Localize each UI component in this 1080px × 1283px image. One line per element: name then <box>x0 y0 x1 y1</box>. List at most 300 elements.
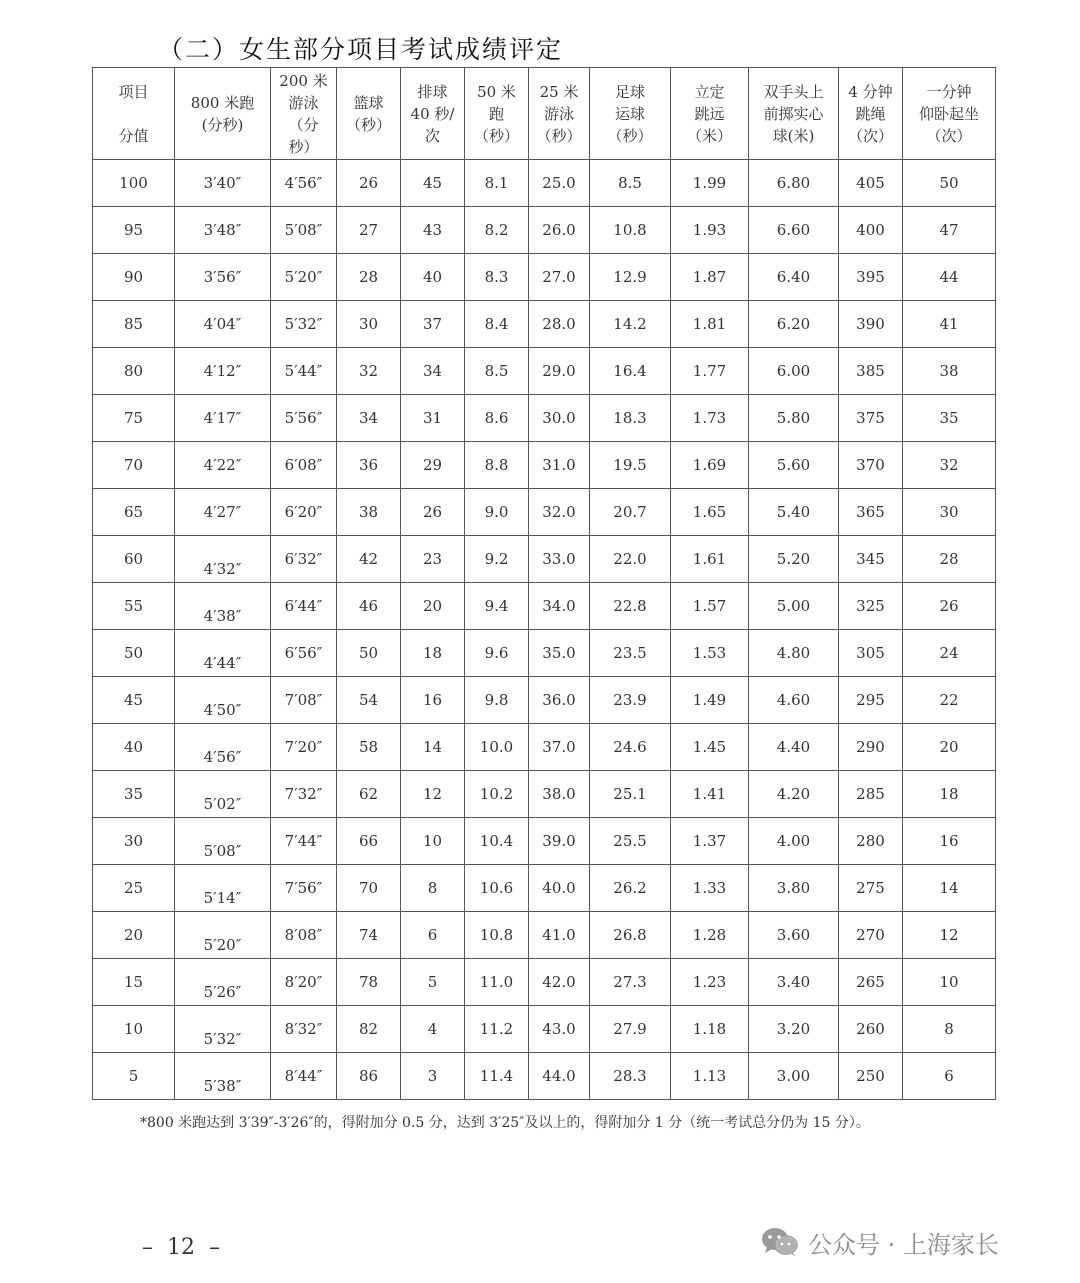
cell-value: 290 <box>856 738 885 756</box>
header-cell <box>93 68 175 160</box>
header-label: 足球 运球 （秒） <box>607 82 653 145</box>
table-cell <box>175 348 271 395</box>
table-cell <box>839 348 903 395</box>
score-table <box>92 67 996 1100</box>
cell-value: 26.0 <box>542 221 576 239</box>
table-cell <box>401 959 465 1006</box>
cell-value: 28.0 <box>542 315 576 333</box>
table-cell <box>465 583 529 630</box>
table-cell <box>465 1053 529 1100</box>
cell-value: 22.8 <box>613 597 647 615</box>
watermark-text: 公众号 · 上海家长 <box>808 1230 999 1259</box>
table-cell <box>337 254 401 301</box>
table-cell <box>271 160 337 207</box>
cell-value: 5.00 <box>776 597 811 615</box>
cell-value: 5′44″ <box>284 362 323 380</box>
cell-value: 8′32″ <box>284 1020 323 1038</box>
cell-value: 3′56″ <box>203 268 242 286</box>
table-cell <box>401 489 465 536</box>
cell-value: 4′12″ <box>203 362 242 380</box>
table-cell <box>590 771 671 818</box>
table-cell <box>401 630 465 677</box>
table-cell <box>903 160 996 207</box>
cell-value: 10 <box>123 1020 144 1038</box>
table-cell <box>465 348 529 395</box>
cell-value: 1.65 <box>692 503 727 521</box>
cell-value: 45 <box>422 174 443 192</box>
cell-value: 3.20 <box>776 1020 811 1038</box>
table-cell <box>271 536 337 583</box>
header-cell <box>839 68 903 160</box>
table-row <box>93 536 996 583</box>
cell-value: 43.0 <box>542 1020 576 1038</box>
cell-value: 10.2 <box>479 785 514 803</box>
cell-value: 18 <box>939 785 959 803</box>
table-cell <box>590 630 671 677</box>
cell-value: 27.0 <box>542 268 576 286</box>
cell-value: 1.41 <box>692 785 727 803</box>
table-cell <box>671 536 749 583</box>
cell-value: 20.7 <box>613 503 647 521</box>
table-cell <box>93 630 175 677</box>
table-cell <box>465 959 529 1006</box>
cell-value: 1.37 <box>692 832 727 850</box>
table-cell <box>401 583 465 630</box>
table-cell <box>271 724 337 771</box>
table-cell <box>839 818 903 865</box>
table-cell <box>529 583 590 630</box>
table-cell <box>175 301 271 348</box>
table-cell <box>903 583 996 630</box>
table-cell <box>93 160 175 207</box>
header-cell <box>903 68 996 160</box>
header-cell <box>749 68 839 160</box>
cell-value: 50 <box>358 644 379 662</box>
header-cell <box>529 68 590 160</box>
table-row <box>93 489 996 536</box>
cell-value: 5′20″ <box>284 268 323 286</box>
cell-value: 37.0 <box>542 738 576 756</box>
cell-value: 9.8 <box>484 691 509 709</box>
table-cell <box>749 1053 839 1100</box>
cell-value: 8.8 <box>484 456 509 474</box>
cell-value: 8 <box>427 879 438 897</box>
cell-value: 285 <box>856 785 885 803</box>
cell-value: 8.5 <box>484 362 509 380</box>
cell-value: 7′56″ <box>284 879 323 897</box>
cell-value: 26 <box>422 503 443 521</box>
cell-value: 24.6 <box>613 738 647 756</box>
table-row <box>93 771 996 818</box>
table-row <box>93 865 996 912</box>
cell-value: 16 <box>422 691 443 709</box>
cell-value: 6 <box>427 926 438 944</box>
table-cell <box>175 865 271 912</box>
cell-value: 27 <box>358 221 379 239</box>
table-cell <box>529 959 590 1006</box>
table-cell <box>337 348 401 395</box>
table-cell <box>590 395 671 442</box>
cell-value: 10 <box>422 832 443 850</box>
cell-value: 4 <box>427 1020 438 1038</box>
table-cell <box>839 160 903 207</box>
table-cell <box>465 818 529 865</box>
table-row <box>93 160 996 207</box>
table-cell <box>903 1053 996 1100</box>
cell-value: 8 <box>944 1020 954 1038</box>
table-row <box>93 818 996 865</box>
table-cell <box>465 442 529 489</box>
table-cell <box>93 254 175 301</box>
table-cell <box>175 254 271 301</box>
table-cell <box>529 1006 590 1053</box>
table-cell <box>271 301 337 348</box>
cell-value: 35.0 <box>542 644 576 662</box>
table-cell <box>590 865 671 912</box>
cell-value: 23 <box>422 550 443 568</box>
cell-value: 3.00 <box>776 1067 811 1085</box>
cell-value: 36.0 <box>542 691 576 709</box>
table-cell <box>839 395 903 442</box>
cell-value: 365 <box>856 503 885 521</box>
cell-value: 1.77 <box>692 362 727 380</box>
cell-value: 38 <box>358 503 379 521</box>
table-cell <box>401 207 465 254</box>
table-cell <box>839 254 903 301</box>
table-cell <box>749 677 839 724</box>
table-cell <box>903 207 996 254</box>
cell-value: 5.80 <box>776 409 811 427</box>
cell-value: 295 <box>856 691 885 709</box>
cell-value: 46 <box>358 597 379 615</box>
table-cell <box>903 395 996 442</box>
table-cell <box>175 677 271 724</box>
cell-value: 6.00 <box>776 362 811 380</box>
cell-value: 345 <box>856 550 885 568</box>
table-row <box>93 395 996 442</box>
cell-value: 8.3 <box>484 268 509 286</box>
cell-value: 26 <box>358 174 379 192</box>
table-cell <box>465 1006 529 1053</box>
table-cell <box>590 254 671 301</box>
cell-value: 34 <box>358 409 379 427</box>
cell-value: 44.0 <box>542 1067 576 1085</box>
cell-value: 250 <box>856 1067 885 1085</box>
cell-value: 54 <box>358 691 379 709</box>
table-cell <box>590 301 671 348</box>
cell-value: 20 <box>123 926 144 944</box>
cell-value: 14 <box>422 738 443 756</box>
cell-value: 5′20″ <box>203 936 242 954</box>
cell-value: 15 <box>123 973 144 991</box>
cell-value: 5.20 <box>776 550 811 568</box>
table-cell <box>903 677 996 724</box>
cell-value: 8.5 <box>618 174 642 192</box>
header-row <box>93 68 996 160</box>
table-cell <box>401 1006 465 1053</box>
table-cell <box>590 1053 671 1100</box>
cell-value: 28 <box>939 550 959 568</box>
cell-value: 8.6 <box>484 409 509 427</box>
cell-value: 80 <box>123 362 144 380</box>
table-cell <box>175 1053 271 1100</box>
cell-value: 12 <box>422 785 443 803</box>
cell-value: 78 <box>358 973 379 991</box>
cell-value: 7′44″ <box>284 832 323 850</box>
cell-value: 22.0 <box>613 550 647 568</box>
table-cell <box>175 395 271 442</box>
table-cell <box>749 254 839 301</box>
table-cell <box>465 489 529 536</box>
table-cell <box>93 1006 175 1053</box>
table-cell <box>839 536 903 583</box>
cell-value: 6.60 <box>776 221 811 239</box>
wechat-icon <box>760 1225 800 1259</box>
table-cell <box>93 536 175 583</box>
table-cell <box>529 207 590 254</box>
table-cell <box>337 583 401 630</box>
table-cell <box>271 677 337 724</box>
cell-value: 325 <box>856 597 885 615</box>
table-cell <box>271 348 337 395</box>
cell-value: 270 <box>856 926 885 944</box>
cell-value: 5′32″ <box>284 315 323 333</box>
cell-value: 14.2 <box>613 315 647 333</box>
cell-value: 66 <box>358 832 379 850</box>
table-cell <box>175 1006 271 1053</box>
table-cell <box>903 724 996 771</box>
cell-value: 8.4 <box>484 315 509 333</box>
cell-value: 16.4 <box>613 362 647 380</box>
header-cell <box>271 68 337 160</box>
cell-value: 6.40 <box>776 268 811 286</box>
cell-value: 5.40 <box>776 503 811 521</box>
cell-value: 7′20″ <box>284 738 323 756</box>
page-number: – 12 – <box>142 1235 220 1260</box>
cell-value: 18 <box>422 644 443 662</box>
table-cell <box>590 959 671 1006</box>
table-cell <box>903 912 996 959</box>
cell-value: 28 <box>358 268 379 286</box>
table-cell <box>529 677 590 724</box>
header-label: 25 米 游泳 （秒） <box>536 82 582 145</box>
table-cell <box>337 677 401 724</box>
table-cell <box>93 959 175 1006</box>
cell-value: 85 <box>123 315 144 333</box>
cell-value: 6.20 <box>776 315 811 333</box>
table-cell <box>671 489 749 536</box>
table-cell <box>903 630 996 677</box>
header-label: 篮球 （秒） <box>345 93 391 134</box>
cell-value: 8.1 <box>484 174 509 192</box>
table-cell <box>529 301 590 348</box>
table-cell <box>401 912 465 959</box>
table-cell <box>337 489 401 536</box>
cell-value: 12.9 <box>613 268 647 286</box>
table-cell <box>590 160 671 207</box>
table-cell <box>671 677 749 724</box>
header-label: 50 米 跑 （秒） <box>473 82 519 145</box>
cell-value: 32 <box>939 456 959 474</box>
table-cell <box>337 536 401 583</box>
cell-value: 20 <box>422 597 443 615</box>
table-cell <box>175 536 271 583</box>
cell-value: 4′56″ <box>284 174 323 192</box>
cell-value: 35 <box>123 785 144 803</box>
cell-value: 5 <box>128 1067 139 1085</box>
cell-value: 26.8 <box>613 926 647 944</box>
table-cell <box>529 348 590 395</box>
header-label: 200 米 游泳 （分 秒） <box>279 71 328 156</box>
cell-value: 395 <box>856 268 885 286</box>
table-cell <box>590 489 671 536</box>
cell-value: 70 <box>358 879 379 897</box>
table-cell <box>93 677 175 724</box>
table-cell <box>529 160 590 207</box>
cell-value: 10.8 <box>613 221 647 239</box>
table-cell <box>903 348 996 395</box>
cell-value: 385 <box>856 362 885 380</box>
table-cell <box>175 912 271 959</box>
table-cell <box>401 724 465 771</box>
cell-value: 4.00 <box>776 832 811 850</box>
cell-value: 5′08″ <box>284 221 323 239</box>
table-cell <box>529 724 590 771</box>
table-cell <box>590 724 671 771</box>
header-label: 排球 40 秒/ 次 <box>410 82 455 145</box>
cell-value: 29 <box>422 456 443 474</box>
table-body <box>93 160 996 1100</box>
table-cell <box>401 442 465 489</box>
table-cell <box>749 536 839 583</box>
cell-value: 18.3 <box>613 409 647 427</box>
table-cell <box>465 771 529 818</box>
table-cell <box>749 724 839 771</box>
cell-value: 11.2 <box>479 1020 514 1038</box>
cell-value: 10.4 <box>479 832 514 850</box>
cell-value: 3′40″ <box>203 174 242 192</box>
table-cell <box>839 442 903 489</box>
table-cell <box>903 818 996 865</box>
cell-value: 5′26″ <box>203 983 242 1001</box>
table-cell <box>529 254 590 301</box>
table-cell <box>529 442 590 489</box>
cell-value: 6′32″ <box>284 550 323 568</box>
table-cell <box>671 442 749 489</box>
cell-value: 11.0 <box>479 973 514 991</box>
table-cell <box>749 865 839 912</box>
header-label: 项目 分值 <box>118 82 149 145</box>
table-cell <box>401 301 465 348</box>
table-cell <box>93 207 175 254</box>
table-cell <box>671 301 749 348</box>
table-cell <box>671 348 749 395</box>
cell-value: 37 <box>422 315 443 333</box>
cell-value: 30 <box>123 832 144 850</box>
cell-value: 27.3 <box>613 973 647 991</box>
table-cell <box>590 1006 671 1053</box>
header-cell <box>590 68 671 160</box>
table-cell <box>175 818 271 865</box>
table-cell <box>903 536 996 583</box>
table-cell <box>839 1006 903 1053</box>
table-cell <box>671 1053 749 1100</box>
cell-value: 280 <box>856 832 885 850</box>
cell-value: 4′56″ <box>203 748 242 766</box>
cell-value: 1.73 <box>692 409 727 427</box>
cell-value: 29.0 <box>542 362 576 380</box>
header-cell <box>401 68 465 160</box>
cell-value: 47 <box>939 221 959 239</box>
table-cell <box>529 1053 590 1100</box>
table-cell <box>401 348 465 395</box>
table-cell <box>749 912 839 959</box>
cell-value: 75 <box>123 409 144 427</box>
table-cell <box>749 489 839 536</box>
table-cell <box>749 818 839 865</box>
cell-value: 4′44″ <box>203 654 242 672</box>
table-cell <box>93 912 175 959</box>
table-cell <box>903 1006 996 1053</box>
table-cell <box>529 818 590 865</box>
cell-value: 405 <box>856 174 885 192</box>
cell-value: 1.28 <box>692 926 727 944</box>
cell-value: 1.23 <box>692 973 727 991</box>
table-cell <box>93 489 175 536</box>
table-row <box>93 724 996 771</box>
table-cell <box>529 771 590 818</box>
cell-value: 375 <box>856 409 885 427</box>
table-cell <box>175 724 271 771</box>
table-cell <box>749 301 839 348</box>
table-cell <box>337 1006 401 1053</box>
cell-value: 43 <box>422 221 443 239</box>
table-cell <box>839 583 903 630</box>
table-cell <box>465 630 529 677</box>
table-row <box>93 912 996 959</box>
table-cell <box>671 912 749 959</box>
table-cell <box>671 865 749 912</box>
cell-value: 5.60 <box>776 456 811 474</box>
table-cell <box>903 865 996 912</box>
cell-value: 26 <box>939 597 959 615</box>
cell-value: 40.0 <box>542 879 576 897</box>
table-cell <box>93 724 175 771</box>
cell-value: 9.4 <box>484 597 509 615</box>
cell-value: 100 <box>119 174 148 192</box>
cell-value: 3.60 <box>776 926 811 944</box>
table-cell <box>401 865 465 912</box>
cell-value: 62 <box>358 785 379 803</box>
table-cell <box>93 865 175 912</box>
cell-value: 9.6 <box>484 644 509 662</box>
cell-value: 45 <box>123 691 144 709</box>
cell-value: 23.9 <box>613 691 647 709</box>
cell-value: 25.5 <box>613 832 647 850</box>
table-cell <box>271 771 337 818</box>
table-cell <box>271 818 337 865</box>
table-cell <box>337 301 401 348</box>
table-cell <box>175 771 271 818</box>
table-cell <box>271 630 337 677</box>
cell-value: 42 <box>358 550 379 568</box>
table-cell <box>529 865 590 912</box>
cell-value: 4.60 <box>776 691 811 709</box>
table-cell <box>401 395 465 442</box>
table-cell <box>590 912 671 959</box>
cell-value: 9.0 <box>484 503 509 521</box>
cell-value: 36 <box>358 456 379 474</box>
